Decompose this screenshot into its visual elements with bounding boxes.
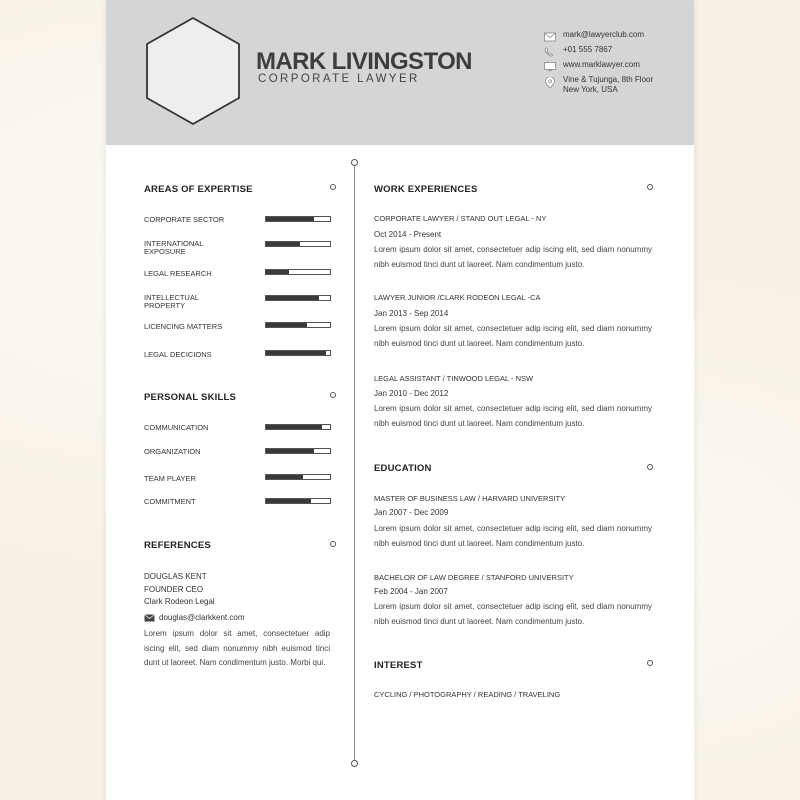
phone-icon bbox=[544, 47, 556, 57]
resume-page bbox=[106, 0, 694, 800]
address-line-1: Vine & Tujunga, 8th Floor bbox=[563, 75, 654, 84]
reference-email-text: douglas@clarkkent.com bbox=[159, 613, 245, 622]
skill-bar bbox=[265, 424, 331, 430]
skill-bar-fill bbox=[266, 425, 322, 429]
monitor-icon bbox=[544, 62, 556, 72]
expertise-bar bbox=[265, 269, 331, 275]
resume-header bbox=[106, 0, 694, 145]
interest-list: CYCLING / PHOTOGRAPHY / READING / TRAVELING bbox=[374, 690, 561, 699]
expertise-bar-fill bbox=[266, 296, 319, 300]
timeline-divider bbox=[354, 166, 355, 760]
expertise-bar bbox=[265, 295, 331, 301]
skill-label: TEAM PLAYER bbox=[144, 474, 196, 483]
contact-address bbox=[544, 75, 653, 97]
references-heading: REFERENCES bbox=[144, 540, 211, 551]
degree-title: BACHELOR OF LAW DEGREE / STANFORD UNIVERSITY bbox=[374, 573, 574, 582]
skills-dot bbox=[330, 392, 336, 398]
degree-description: Lorem ipsum dolor sit amet, consectetuer adip iscing elit, sed diam nonummy nibh euismod tinci dunt ut laoreet. Nam condimentum justo. bbox=[374, 524, 652, 548]
contact-email bbox=[544, 30, 653, 45]
skills-heading: PERSONAL SKILLS bbox=[144, 392, 237, 403]
skill-bar bbox=[265, 498, 331, 504]
reference-name: DOUGLAS KENT bbox=[144, 572, 207, 581]
expertise-bar bbox=[265, 216, 331, 222]
job-description: Lorem ipsum dolor sit amet, consectetuer adip iscing elit, sed diam nonummy nibh euismod tinci dunt ut laoreet. Nam condimentum justo. bbox=[374, 404, 652, 428]
expertise-label: CORPORATE SECTOR bbox=[144, 215, 225, 224]
expertise-bar-fill bbox=[266, 323, 307, 327]
education-heading: EDUCATION bbox=[374, 463, 432, 474]
skill-bar bbox=[265, 474, 331, 480]
expertise-bar-fill bbox=[266, 217, 314, 221]
skill-label: ORGANIZATION bbox=[144, 447, 201, 456]
expertise-dot bbox=[330, 184, 336, 190]
job-title: LEGAL ASSISTANT / TINWOOD LEGAL - NSW bbox=[374, 374, 534, 383]
expertise-bar-fill bbox=[266, 270, 289, 274]
reference-company: Clark Rodeon Legal bbox=[144, 597, 215, 606]
degree-date: Feb 2004 - Jan 2007 bbox=[374, 587, 448, 596]
work-dot bbox=[647, 184, 653, 190]
candidate-title: CORPORATE LAWYER bbox=[258, 73, 420, 85]
expertise-label: LEGAL RESEARCH bbox=[144, 269, 212, 278]
skill-bar bbox=[265, 448, 331, 454]
skill-bar-fill bbox=[266, 499, 311, 503]
job-date: Oct 2014 - Present bbox=[374, 230, 442, 239]
skill-label: COMMUNICATION bbox=[144, 423, 209, 432]
contact-phone bbox=[544, 45, 653, 60]
contact-website-text: www.marklawyer.com bbox=[563, 60, 640, 69]
expertise-bar-fill bbox=[266, 351, 326, 355]
education-dot bbox=[647, 464, 653, 470]
skill-bar-fill bbox=[266, 449, 314, 453]
degree-title: MASTER OF BUSINESS LAW / HARVARD UNIVERSITY bbox=[374, 494, 566, 503]
expertise-heading: AREAS OF EXPERTISE bbox=[144, 184, 253, 195]
job-title: CORPORATE LAWYER / STAND OUT LEGAL - NY bbox=[374, 214, 547, 223]
job-date: Jan 2010 - Dec 2012 bbox=[374, 389, 449, 398]
expertise-bar-fill bbox=[266, 242, 300, 246]
expertise-label: INTELLECTUAL PROPERTY bbox=[144, 293, 199, 310]
expertise-label: INTERNATIONAL EXPOSURE bbox=[144, 239, 204, 256]
envelope-icon bbox=[544, 32, 556, 42]
references-dot bbox=[330, 541, 336, 547]
job-title: LAWYER JUNIOR /CLARK RODEON LEGAL -CA bbox=[374, 293, 541, 302]
candidate-name: MARK LIVINGSTON bbox=[256, 48, 472, 75]
contact-email-text: mark@lawyerclub.com bbox=[563, 30, 645, 39]
contact-website bbox=[544, 60, 653, 75]
timeline-bottom-dot bbox=[351, 760, 358, 767]
expertise-bar bbox=[265, 241, 331, 247]
contact-phone-text: +01 555 7867 bbox=[563, 45, 613, 54]
interest-dot bbox=[647, 660, 653, 666]
envelope-icon bbox=[144, 614, 155, 622]
reference-email bbox=[144, 613, 245, 622]
location-pin-icon bbox=[544, 77, 556, 89]
expertise-bar bbox=[265, 350, 331, 356]
timeline-top-dot bbox=[351, 159, 358, 166]
contact-info bbox=[544, 30, 653, 97]
degree-date: Jan 2007 - Dec 2009 bbox=[374, 508, 449, 517]
skill-bar-fill bbox=[266, 475, 303, 479]
expertise-label: LICENCING MATTERS bbox=[144, 322, 223, 331]
contact-address-text bbox=[563, 75, 653, 95]
job-description: Lorem ipsum dolor sit amet, consectetuer adip iscing elit, sed diam nonummy nibh euismod tinci dunt ut laoreet. Nam condimentum justo. bbox=[374, 324, 652, 348]
reference-role: FOUNDER CEO bbox=[144, 585, 204, 594]
job-description: Lorem ipsum dolor sit amet, consectetuer adip iscing elit, sed diam nonummy nibh euismod tinci dunt ut laoreet. Nam condimentum justo. bbox=[374, 245, 652, 269]
address-line-2: New York, USA bbox=[563, 85, 618, 94]
interest-heading: INTEREST bbox=[374, 660, 423, 671]
expertise-label: LEGAL DECICIONS bbox=[144, 350, 212, 359]
job-date: Jan 2013 - Sep 2014 bbox=[374, 309, 449, 318]
reference-description: Lorem ipsum dolor sit amet, consectetuer adip iscing elit, sed diam nonummy nibh euismod tinci dunt ut laoreet. Nam condimentum justo. Morbi qui. bbox=[144, 629, 330, 668]
skill-label: COMMITMENT bbox=[144, 497, 196, 506]
work-heading: WORK EXPERIENCES bbox=[374, 184, 478, 195]
profile-photo-placeholder bbox=[144, 16, 242, 126]
expertise-bar bbox=[265, 322, 331, 328]
degree-description: Lorem ipsum dolor sit amet, consectetuer adip iscing elit, sed diam nonummy nibh euismod tinci dunt ut laoreet. Nam condimentum justo. bbox=[374, 602, 652, 626]
